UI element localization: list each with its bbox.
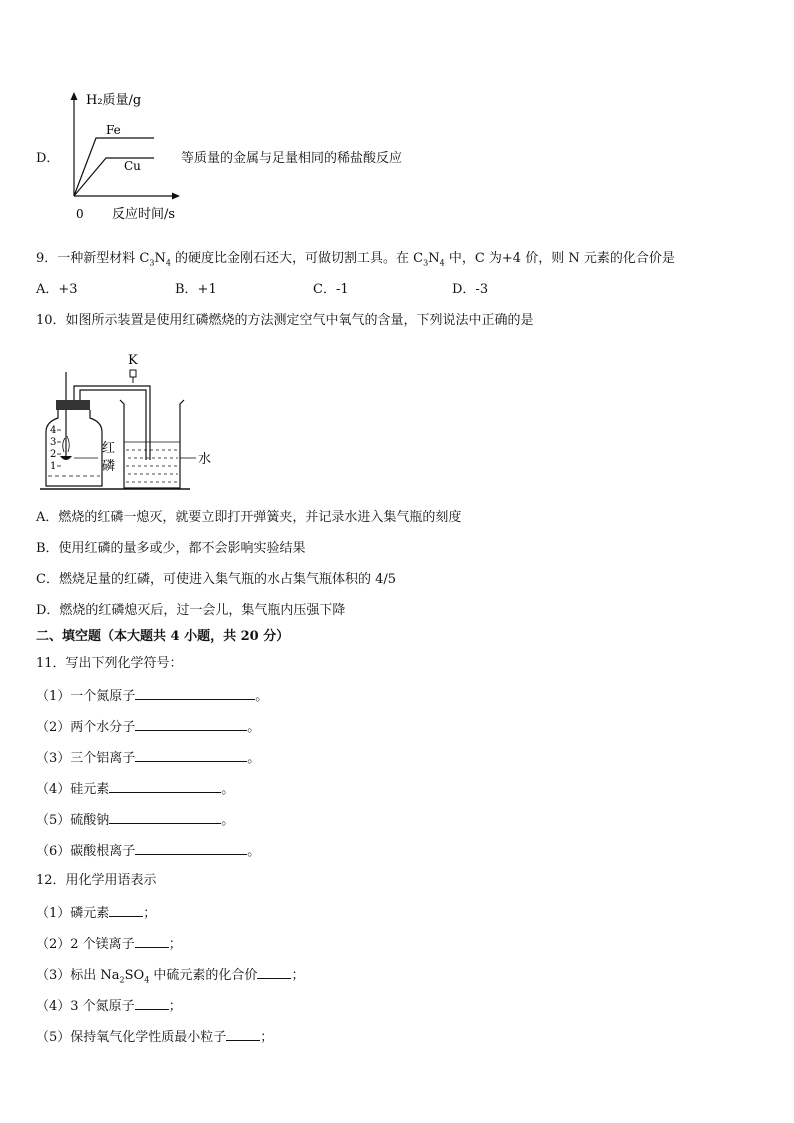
q11-item-5 bbox=[36, 811, 234, 829]
q9-sub2: 4 bbox=[165, 258, 171, 268]
q11-item-6 bbox=[36, 842, 260, 860]
scale-mark-3: 3 bbox=[50, 437, 57, 448]
q11-item-3-end: 。 bbox=[247, 751, 261, 766]
q12-item-5-end: ； bbox=[260, 1030, 274, 1045]
graph-line-fe bbox=[74, 138, 154, 196]
q9-stem-a: 9．一种新型材料 C bbox=[36, 251, 150, 266]
q10-option-d[interactable]: D．燃烧的红磷熄灭后，过一会儿，集气瓶内压强下降 bbox=[36, 603, 346, 618]
q12-item-3 bbox=[36, 966, 304, 984]
q11-item-4-text: （4）硅元素 bbox=[36, 782, 110, 797]
scale-mark-2: 2 bbox=[50, 449, 57, 460]
label-red: 红 bbox=[102, 441, 116, 456]
q9-option-d[interactable]: D．-3 bbox=[452, 282, 489, 297]
q12-item-3-mid: SO bbox=[124, 968, 145, 983]
q12-item-3-sub2: 4 bbox=[144, 975, 150, 985]
q11-item-4 bbox=[36, 780, 234, 798]
gas-collecting-bottle bbox=[46, 410, 102, 486]
beaker-water-pattern bbox=[126, 450, 178, 482]
scale-mark-1: 1 bbox=[50, 461, 57, 472]
spring-clip bbox=[130, 370, 136, 377]
graph-origin: 0 bbox=[76, 207, 84, 221]
q11-blank-2[interactable] bbox=[135, 718, 247, 731]
q10-option-b[interactable]: B．使用红磷的量多或少，都不会影响实验结果 bbox=[36, 541, 306, 556]
q10-stem: 10．如图所示装置是使用红磷燃烧的方法测定空气中氧气的含量，下列说法中正确的是 bbox=[36, 313, 534, 328]
q9-sub4: 4 bbox=[439, 258, 445, 268]
label-water: 水 bbox=[198, 452, 212, 467]
q9-option-b[interactable]: B．+1 bbox=[175, 282, 217, 297]
q11-blank-3[interactable] bbox=[135, 749, 247, 762]
q12-item-1-text: （1）磷元素 bbox=[36, 906, 110, 921]
rubber-stopper bbox=[56, 400, 90, 410]
option-d-caption: 等质量的金属与足量相同的稀盐酸反应 bbox=[181, 151, 403, 166]
q12-item-2-end: ； bbox=[168, 937, 182, 952]
q12-item-4 bbox=[36, 997, 182, 1015]
q12-item-5-text: （5）保持氧气化学性质最小粒子 bbox=[36, 1030, 227, 1045]
q12-item-2 bbox=[36, 935, 182, 953]
section-2-title: 二、填空题（本大题共 4 小题，共 20 分） bbox=[36, 629, 290, 644]
combustion-spoon bbox=[60, 456, 72, 460]
q9-stem-c: 的硬度比金刚石还大，可做切割工具。在 C bbox=[170, 251, 424, 266]
q11-blank-5[interactable] bbox=[109, 811, 221, 824]
q11-blank-6[interactable] bbox=[135, 842, 247, 855]
q12-item-5 bbox=[36, 1028, 273, 1046]
label-phosphorus: 磷 bbox=[102, 459, 116, 474]
q11-item-6-end: 。 bbox=[247, 844, 261, 859]
q12-blank-1[interactable] bbox=[109, 904, 143, 917]
graph-y-arrow bbox=[71, 92, 78, 100]
hydrogen-mass-graph bbox=[60, 86, 190, 226]
scale-mark-4: 4 bbox=[50, 425, 57, 436]
q11-item-3-text: （3）三个铝离子 bbox=[36, 751, 136, 766]
q12-blank-2[interactable] bbox=[135, 935, 169, 948]
q11-item-2-end: 。 bbox=[247, 720, 261, 735]
q12-item-3-tail: 中硫元素的化合价 bbox=[149, 968, 258, 983]
graph-label-cu: Cu bbox=[124, 159, 141, 173]
q11-item-2 bbox=[36, 718, 260, 736]
q10-option-a[interactable]: A．燃烧的红磷一熄灭，就要立即打开弹簧夹，并记录水进入集气瓶的刻度 bbox=[36, 510, 462, 525]
graph-x-axis-label: 反应时间/s bbox=[112, 207, 176, 222]
q11-item-4-end: 。 bbox=[221, 782, 235, 797]
graph-y-axis-label: H₂质量/g bbox=[86, 93, 142, 108]
q10-option-c[interactable]: C．燃烧足量的红磷，可使进入集气瓶的水占集气瓶体积的 4/5 bbox=[36, 572, 397, 587]
q12-item-2-text: （2）2 个镁离子 bbox=[36, 937, 135, 952]
q11-item-6-text: （6）碳酸根离子 bbox=[36, 844, 136, 859]
q11-item-2-text: （2）两个水分子 bbox=[36, 720, 136, 735]
q9-sub3: 3 bbox=[423, 258, 429, 268]
q9-stem-b: N bbox=[154, 251, 166, 266]
option-d-label: D． bbox=[36, 151, 60, 166]
q12-item-3-text: （3）标出 Na bbox=[36, 968, 120, 983]
graph-x-arrow bbox=[172, 193, 180, 200]
q12-item-4-text: （4）3 个氮原子 bbox=[36, 999, 135, 1014]
q12-blank-3[interactable] bbox=[257, 966, 291, 979]
q11-item-1 bbox=[36, 687, 268, 705]
q9-stem-e: 中，C 为+4 价，则 N 元素的化合价是 bbox=[444, 251, 675, 266]
q12-item-1 bbox=[36, 904, 156, 922]
beaker bbox=[120, 400, 184, 488]
q11-item-3 bbox=[36, 749, 260, 767]
q11-item-5-end: 。 bbox=[221, 813, 235, 828]
q12-blank-4[interactable] bbox=[135, 997, 169, 1010]
q11-blank-4[interactable] bbox=[109, 780, 221, 793]
q9-stem bbox=[36, 251, 675, 267]
q9-option-c[interactable]: C．-1 bbox=[313, 282, 349, 297]
q12-stem: 12．用化学用语表示 bbox=[36, 873, 157, 888]
q11-item-1-text: （1）一个氮原子 bbox=[36, 689, 136, 704]
q11-blank-1[interactable] bbox=[135, 687, 255, 700]
graph-label-fe: Fe bbox=[106, 123, 121, 137]
q12-item-3-end: ； bbox=[291, 968, 305, 983]
q9-option-a[interactable]: A．+3 bbox=[36, 282, 78, 297]
q12-item-4-end: ； bbox=[168, 999, 182, 1014]
red-phosphorus-apparatus bbox=[40, 348, 220, 494]
q11-item-1-end: 。 bbox=[255, 689, 269, 704]
q9-sub1: 3 bbox=[149, 258, 155, 268]
q12-item-1-end: ； bbox=[143, 906, 157, 921]
q12-item-3-sub1: 2 bbox=[119, 975, 125, 985]
clip-label-k: K bbox=[128, 353, 138, 368]
q9-stem-d: N bbox=[428, 251, 440, 266]
q11-stem: 11．写出下列化学符号： bbox=[36, 656, 183, 671]
q11-item-5-text: （5）硫酸钠 bbox=[36, 813, 110, 828]
q12-blank-5[interactable] bbox=[226, 1028, 260, 1041]
